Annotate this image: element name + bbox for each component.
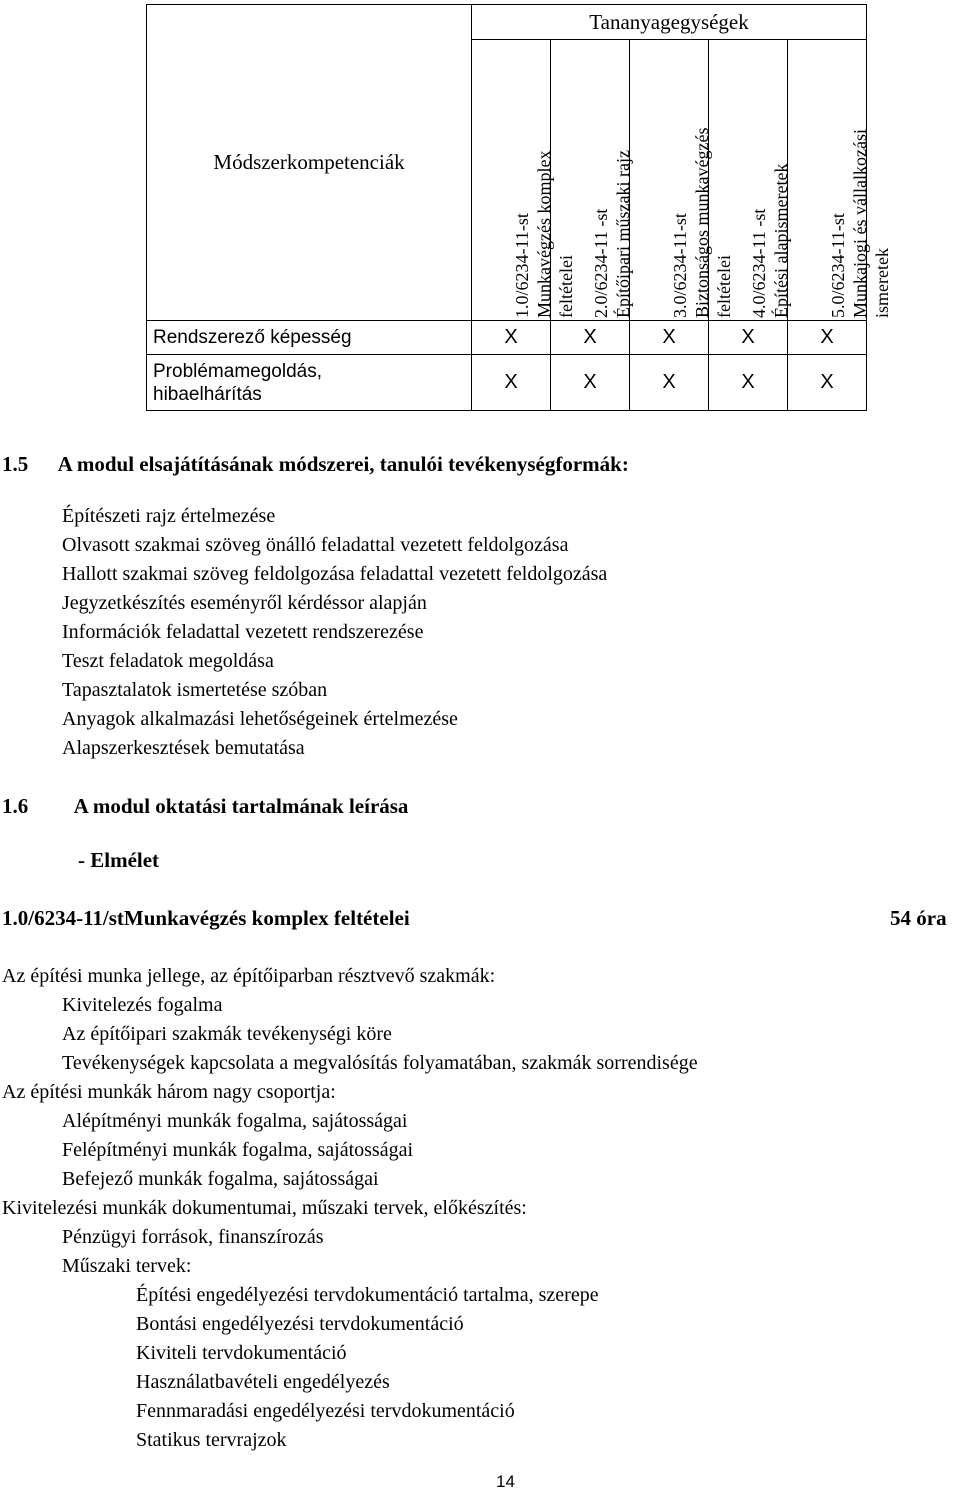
unit-hours: 54 óra [890, 906, 947, 930]
list-item: Építészeti rajz értelmezése [62, 505, 276, 527]
competence-table [146, 4, 892, 411]
table-group-header: Tananyagegységek [472, 5, 867, 40]
corner-label: Módszerkompetenciák [147, 5, 472, 321]
list-item: Jegyzetkészítés eseményről kérdéssor alapján [62, 592, 427, 614]
column-header-2: 2.0/6234-11 -st Építőipari műszaki rajz [551, 40, 630, 321]
table-row [147, 355, 867, 411]
column-header-5: 5.0/6234-11-st Munkajogi és vállalkozási ismeretek [788, 40, 867, 321]
outline-item: Statikus tervrajzok [136, 1429, 287, 1451]
mark-cell: X [472, 321, 551, 355]
outline-item: Építési engedélyezési tervdokumentáció tartalma, szerepe [136, 1284, 599, 1306]
list-item: Tapasztalatok ismertetése szóban [62, 679, 328, 701]
outline-item: Fennmaradási engedélyezési tervdokumentáció [136, 1400, 515, 1422]
content-outline [2, 962, 698, 1455]
mark-cell: X [630, 321, 709, 355]
mark-cell: X [709, 355, 788, 411]
outline-item: Pénzügyi források, finanszírozás [62, 1226, 324, 1248]
table-row [147, 321, 867, 355]
outline-item: Felépítményi munkák fogalma, sajátosságai [62, 1139, 414, 1161]
list-item: Hallott szakmai szöveg feldolgozása feladattal vezetett feldolgozása [62, 563, 608, 585]
section-16-heading [2, 794, 408, 819]
list-item: Teszt feladatok megoldása [62, 650, 274, 672]
section-number: 1.5 [2, 452, 29, 476]
outline-item: Bontási engedélyezési tervdokumentáció [136, 1313, 464, 1335]
section-15-heading [2, 452, 629, 477]
outline-item: Az építési munka jellege, az építőiparban résztvevő szakmák: [2, 965, 496, 987]
outline-item: Használatbavételi engedélyezés [136, 1371, 390, 1393]
outline-item: Kiviteli tervdokumentáció [136, 1342, 347, 1364]
outline-item: Műszaki tervek: [62, 1255, 192, 1277]
row-label: Rendszerező képesség [147, 321, 472, 355]
mark-cell: X [630, 355, 709, 411]
outline-item: Az építőipari szakmák tevékenységi köre [62, 1023, 392, 1045]
list-item: Olvasott szakmai szöveg önálló feladattal vezetett feldolgozása [62, 534, 569, 556]
mark-cell: X [551, 355, 630, 411]
section-title: A modul oktatási tartalmának leírása [73, 794, 409, 818]
outline-item: Kivitelezés fogalma [62, 994, 223, 1016]
mark-cell: X [709, 321, 788, 355]
column-header-1: 1.0/6234-11-st Munkavégzés komplex feltételei [472, 40, 551, 321]
outline-item: Befejező munkák fogalma, sajátosságai [62, 1168, 379, 1190]
list-item: Információk feladattal vezetett rendszerezése [62, 621, 424, 643]
row-label: Problémamegoldás, hibaelhárítás [147, 355, 472, 411]
page-number: 14 [496, 1472, 515, 1491]
column-header-3: 3.0/6234-11-st Biztonságos munkavégzés feltételei [630, 40, 709, 321]
column-header-4: 4.0/6234-11 -st Építési alapismeretek [709, 40, 788, 321]
mark-cell: X [788, 355, 867, 411]
section-number: 1.6 [2, 794, 29, 818]
methods-list [62, 502, 607, 763]
mark-cell: X [551, 321, 630, 355]
outline-item: Tevékenységek kapcsolata a megvalósítás folyamatában, szakmák sorrendisége [62, 1052, 698, 1074]
outline-item: Alépítményi munkák fogalma, sajátosságai [62, 1110, 408, 1132]
section-title: A modul elsajátításának módszerei, tanulói tevékenységformák: [57, 452, 629, 476]
list-item: Alapszerkesztések bemutatása [62, 737, 305, 759]
unit-title: 1.0/6234-11/stMunkavégzés komplex feltételei [2, 906, 410, 930]
mark-cell: X [788, 321, 867, 355]
section-subtitle: - Elmélet [78, 848, 160, 872]
mark-cell: X [472, 355, 551, 411]
list-item: Anyagok alkalmazási lehetőségeinek értelmezése [62, 708, 458, 730]
outline-item: Az építési munkák három nagy csoportja: [2, 1081, 336, 1103]
outline-item: Kivitelezési munkák dokumentumai, műszaki tervek, előkészítés: [2, 1197, 527, 1219]
